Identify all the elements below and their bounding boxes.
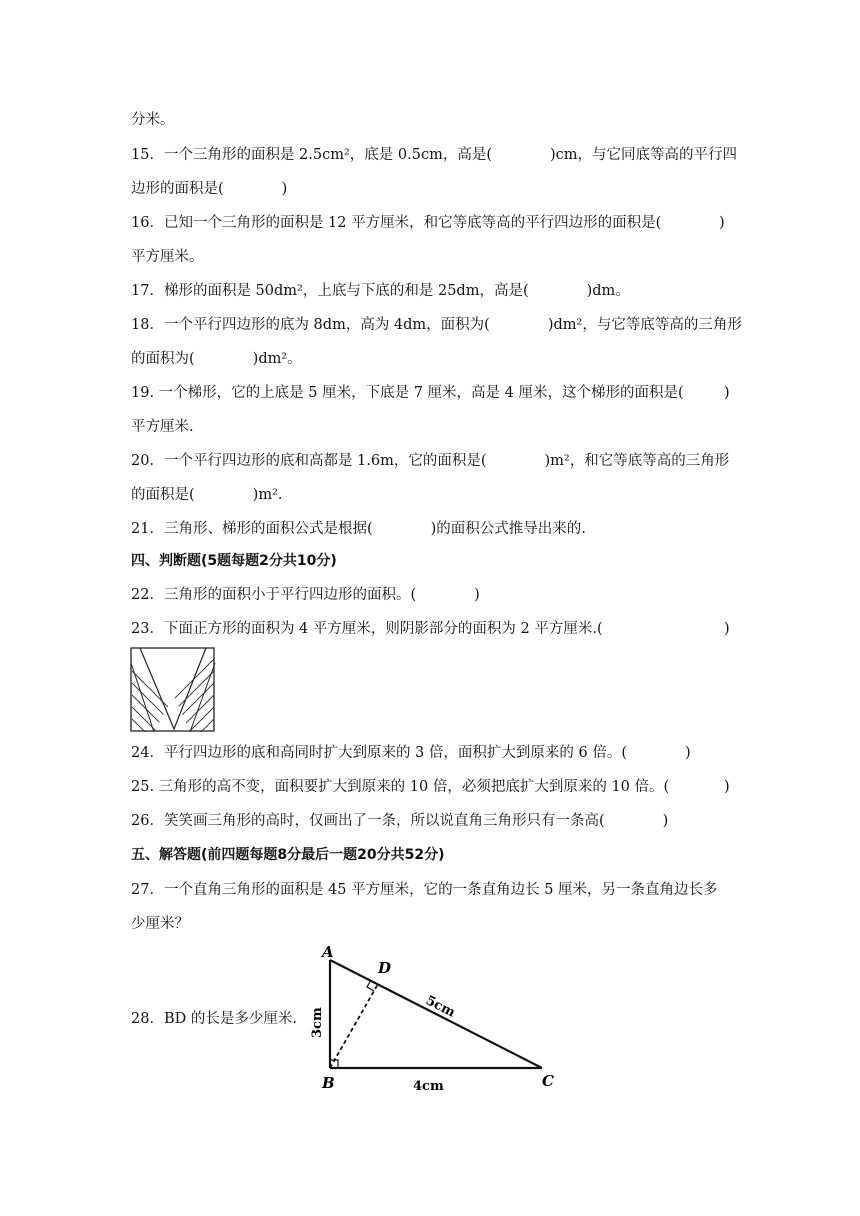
section-4-heading: 四、判断题(5题每题2分共10分) bbox=[131, 553, 337, 569]
right-triangle-figure bbox=[300, 940, 570, 1100]
question-26: 26．笑笑画三角形的高时，仅画出了一条，所以说直角三角形只有一条高( ) bbox=[131, 813, 669, 829]
question-22: 22．三角形的面积小于平行四边形的面积。( ) bbox=[131, 587, 480, 603]
question-19-paren: ) bbox=[724, 385, 730, 401]
line-continuation: 分米。 bbox=[131, 112, 175, 128]
question-23-paren: ) bbox=[724, 621, 730, 637]
side-ac-label: 5cm bbox=[423, 993, 458, 1021]
question-18-line-2: 的面积为( )dm²。 bbox=[131, 351, 302, 367]
vertex-a-label: A bbox=[322, 943, 334, 961]
vertex-d-label: D bbox=[378, 959, 392, 977]
question-23: 23．下面正方形的面积为 4 平方厘米，则阴影部分的面积为 2 平方厘米.( bbox=[131, 621, 603, 637]
question-27-line-1: 27．一个直角三角形的面积是 45 平方厘米，它的一条直角边长 5 厘米，另一条直角边长多 bbox=[131, 882, 718, 898]
question-15-line-1: 15．一个三角形的面积是 2.5cm²，底是 0.5cm，高是( )cm，与它同底等高的平行四 bbox=[131, 147, 738, 163]
side-ab-label: 3cm bbox=[310, 1007, 325, 1038]
question-28: 28．BD 的长是多少厘米. bbox=[131, 1011, 297, 1027]
question-19-line-2: 平方厘米. bbox=[131, 419, 194, 435]
question-27-line-2: 少厘米？ bbox=[131, 916, 189, 932]
question-15-line-2: 边形的面积是( ) bbox=[131, 181, 288, 197]
question-24: 24．平行四边形的底和高同时扩大到原来的 3 倍，面积扩大到原来的 6 倍。( ) bbox=[131, 745, 691, 761]
question-20-line-2: 的面积是( )m². bbox=[131, 487, 283, 503]
question-16-line-1: 16．已知一个三角形的面积是 12 平方厘米，和它等底等高的平行四边形的面积是( bbox=[131, 215, 662, 231]
section-5-heading: 五、解答题(前四题每题8分最后一题20分共52分) bbox=[131, 847, 445, 863]
question-25: 25. 三角形的高不变，面积要扩大到原来的 10 倍，必须把底扩大到原来的 10 倍。( bbox=[131, 779, 670, 795]
question-16-paren: ) bbox=[719, 215, 725, 231]
side-bc-label: 4cm bbox=[413, 1079, 444, 1094]
question-16-line-2: 平方厘米。 bbox=[131, 249, 204, 265]
vertex-c-label: C bbox=[542, 1072, 554, 1090]
question-18-line-1: 18．一个平行四边形的底为 8dm，高为 4dm，面积为( )dm²，与它等底等高的三角形 bbox=[131, 317, 742, 333]
question-25-paren: ) bbox=[724, 779, 730, 795]
square-shaded-figure bbox=[130, 647, 216, 733]
question-21: 21．三角形、梯形的面积公式是根据( )的面积公式推导出来的. bbox=[131, 521, 586, 537]
question-20-line-1: 20．一个平行四边形的底和高都是 1.6m，它的面积是( )m²，和它等底等高的三角形 bbox=[131, 453, 730, 469]
vertex-b-label: B bbox=[322, 1074, 335, 1092]
question-17: 17．梯形的面积是 50dm²，上底与下底的和是 25dm，高是( )dm。 bbox=[131, 283, 630, 299]
question-19-line-1: 19. 一个梯形，它的上底是 5 厘米，下底是 7 厘米，高是 4 厘米，这个梯形的面积是( bbox=[131, 385, 684, 401]
